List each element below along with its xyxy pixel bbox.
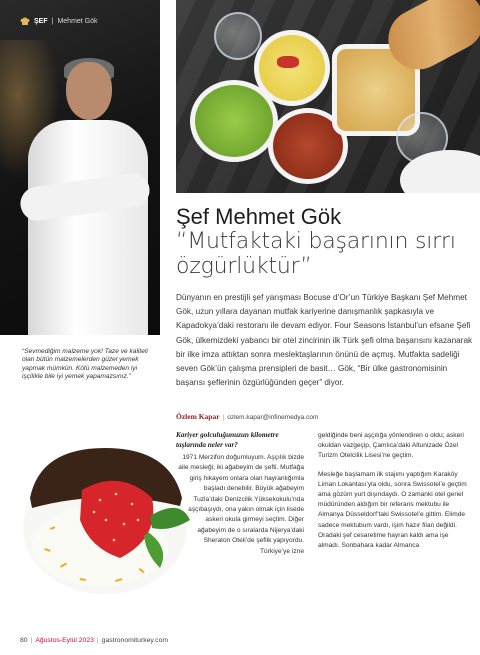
- title-quote: “Mutfaktaki başarının sırrı özgürlüktür”: [176, 229, 456, 279]
- chef-hat-icon: [20, 17, 30, 26]
- article-intro: Dünyanın en prestijli şef yarışması Bocuse d’Or’un Türkiye Başkanı Şef Mehmet Gök, uzun yıllara dayanan mutfak kariyerine danışmanlık şapkasıyla ve Kapadokya’daki restoranı ile devam ediyor. Four Seasons İstanbul’un efsane Şefi Gök, ülkemizdeki yabancı bir otel zincirinin ilk Türk şefi olma başarısını kazanarak bir ilke imza attıktan sonra meslektaşlarının önünü de açmış. Mutfakta sadeliği seven Gök’ün çalışma prensipleri de basit… Gök, “Bir ülke gastronomisinin başarısı şeflerinin özgürlüğünden geçer” diyor.: [176, 293, 473, 388]
- page-number: 80: [20, 637, 28, 644]
- byline-divider: |: [222, 414, 225, 421]
- tomato-garnish: [277, 56, 299, 68]
- chef-jacket: [28, 120, 148, 335]
- section-divider: |: [51, 18, 54, 25]
- strawberry-dessert-photo: [20, 428, 190, 604]
- article-column-left: [176, 431, 304, 557]
- interview-answer-part-1: 1971 Merzifon doğumluyum. Aşçılık bizde aile mesleği; iki ağabeyim de şefti. Mutfağa giriş hikayem onlara olan hayranlığımla başladı denebilir. Büyük ağabeyim Tuzla’daki Denizcilik Yüksekokulu’nda aşçıbaşıydı, ona yakın olmak için lisede askeri okula girmeyi seçtim. Diğer ağabeyim de o sıralarda Nijerya’daki Sheraton Oteli’de şeflik yapıyordu. Türkiye’ye izne: [178, 454, 304, 555]
- chef-head: [66, 62, 112, 120]
- article-title: [176, 204, 476, 279]
- green-dip-bowl: [190, 80, 278, 162]
- interview-answer-part-2: geldiğinde beni aşçılığa yönlendiren o oldu; askeri okuldan vazgeçip, Çamlıca’daki Altunizade Özel Turizm Otelcilik Lisesi’ne geçtim.: [318, 432, 464, 460]
- interview-answer-part-3: Mesleğe başlamam ilk stajımı yaptığım Karaköy Liman Lokantası’yla oldu, sonra Swissotel’e geçtim ama gözüm yurt dışındaydı. O zamanki otel genel müdüründen aldığım bir referans mektubu ile Almanya Düsseldorf’taki Swissotel’e gittim. Elimde sadece mektubum vardı, işim hazır filan değildi. Oradaki şef cesaretime hayran kaldı ama işe almadı. Sonbahara kadar Almanca: [318, 470, 467, 550]
- website: gastronomiturkey.com: [101, 637, 169, 644]
- footer-divider: |: [30, 637, 33, 644]
- page-footer: [20, 637, 168, 644]
- section-label: ŞEF: [34, 18, 48, 25]
- author-email: ozlem.kapar@infinemedya.com: [227, 414, 319, 421]
- section-person: Mehmet Gök: [57, 18, 98, 25]
- author-name: Özlem Kapar: [176, 412, 220, 421]
- meze-spread-photo: [176, 0, 480, 193]
- byline: [176, 412, 318, 421]
- pull-quote: “Sevmediğim malzeme yok! Taze ve kaliteli olan bütün malzemelerden güzel yemek yapmak mümkün. Kötü malzemeden iyi işçilikle bile iyi yemek yapamazsınız.”: [22, 348, 148, 381]
- article-column-right: [318, 431, 468, 559]
- chef-portrait-photo: [0, 0, 160, 335]
- section-brand-bar: [20, 17, 98, 26]
- water-glass: [214, 12, 262, 60]
- interview-question: Kariyer golculuğunuzun kilometre taşlarında neler var?: [176, 431, 279, 449]
- chef-name-heading: Şef Mehmet Gök: [176, 204, 342, 229]
- issue-date: Ağustos-Eylül 2023: [35, 637, 94, 644]
- footer-divider-2: |: [96, 637, 99, 644]
